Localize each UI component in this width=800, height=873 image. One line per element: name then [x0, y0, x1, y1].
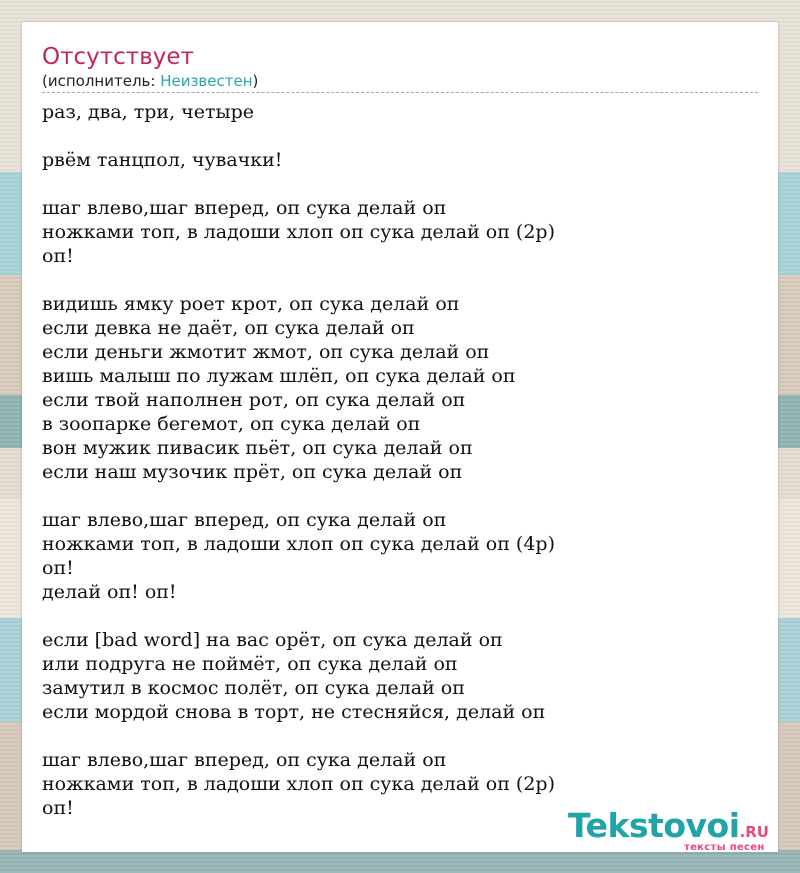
lyrics-line: ножками топ, в ладоши хлоп оп сука делай оп (2р) [42, 221, 555, 243]
artist-suffix: ) [252, 72, 259, 90]
lyrics-line: если [bad word] на вас орёт, оп сука делай оп [42, 629, 503, 651]
lyrics-line: вон мужик пивасик пьёт, оп сука делай оп [42, 437, 473, 459]
lyrics-line: если твой наполнен рот, оп сука делай оп [42, 389, 466, 411]
lyrics-line: если деньги жмотит жмот, оп сука делай оп [42, 341, 490, 363]
lyrics-line: шаг влево,шаг вперед, оп сука делай оп [42, 749, 447, 771]
lyrics-line: оп! [42, 557, 74, 579]
lyrics-line: видишь ямку роет крот, оп сука делай оп [42, 293, 460, 315]
lyrics-line: замутил в космос полёт, оп сука делай оп [42, 677, 465, 699]
artist-link[interactable]: Неизвестен [160, 72, 253, 90]
lyrics-line: в зоопарке бегемот, оп сука делай оп [42, 413, 421, 435]
lyrics-line: оп! [42, 797, 74, 819]
site-logo[interactable] [568, 806, 798, 856]
lyrics-line: раз, два, три, четыре [42, 101, 254, 123]
lyrics-blank-line [42, 724, 758, 748]
song-title: Отсутствует [42, 44, 194, 70]
lyrics-line: если девка не даёт, оп сука делай оп [42, 317, 415, 339]
lyrics-line: если наш музочик прёт, оп сука делай оп [42, 461, 463, 483]
artist-line [42, 72, 758, 93]
lyrics-card [22, 22, 778, 852]
lyrics-text [42, 100, 758, 820]
logo-subtitle: тексты песен [684, 842, 765, 853]
lyrics-line: если мордой снова в торт, не стесняйся, делай оп [42, 701, 546, 723]
lyrics-line: шаг влево,шаг вперед, оп сука делай оп [42, 197, 447, 219]
lyrics-blank-line [42, 172, 758, 196]
lyrics-line: оп! [42, 245, 74, 267]
lyrics-line: делай оп! оп! [42, 581, 177, 603]
lyrics-line: ножками топ, в ладоши хлоп оп сука делай оп (4р) [42, 533, 555, 555]
logo-wordmark: Tekstovoi [568, 806, 740, 845]
song-header [42, 42, 758, 93]
lyrics-blank-line [42, 484, 758, 508]
lyrics-blank-line [42, 124, 758, 148]
lyrics-blank-line [42, 268, 758, 292]
lyrics-line: или подруга не поймёт, оп сука делай оп [42, 653, 458, 675]
lyrics-line: ножками топ, в ладоши хлоп оп сука делай оп (2р) [42, 773, 555, 795]
lyrics-blank-line [42, 604, 758, 628]
artist-prefix: (исполнитель: [42, 72, 161, 90]
lyrics-line: шаг влево,шаг вперед, оп сука делай оп [42, 509, 447, 531]
lyrics-line: рвём танцпол, чувачки! [42, 149, 283, 171]
lyrics-line: вишь малыш по лужам шлёп, оп сука делай оп [42, 365, 516, 387]
logo-domain: .RU [739, 823, 769, 841]
